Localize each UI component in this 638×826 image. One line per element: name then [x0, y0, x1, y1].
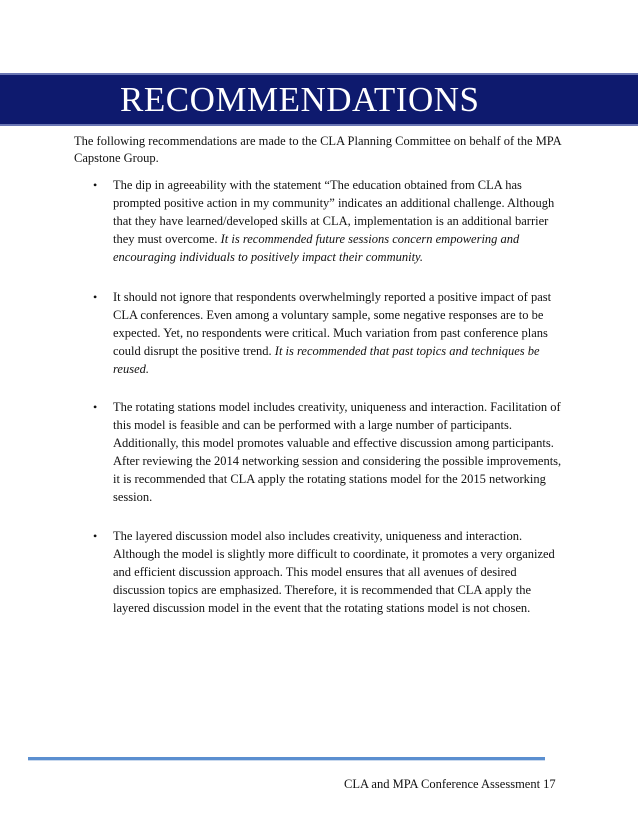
recommendation-emphasis: It is recommended future sessions concern empowering and encouraging individuals to positively impact their community.	[113, 232, 520, 264]
bullet-icon: •	[93, 178, 98, 192]
page-footer: CLA and MPA Conference Assessment 17	[344, 777, 556, 791]
recommendation-text: The rotating stations model includes creativity, uniqueness and interaction. Facilitation of this model is feasible and can be performed with a large number of participants. Additionally, this model promotes valuable and effective discussion among participants. After reviewing the 2014 networking session and considering the possible improvements, it is recommended that CLA apply the rotating stations model for the 2015 networking session.	[113, 400, 562, 504]
bullet-icon: •	[93, 529, 98, 543]
title-banner	[0, 73, 638, 126]
recommendation-text: The layered discussion model also includes creativity, uniqueness and interaction. Although the model is slightly more difficult to coordinate, it promotes a very organized and efficient discussion approach. This model ensures that all avenues of desired discussion topics are emphasized. Therefore, it is recommended that CLA apply the layered discussion model in the event that the rotating stations model is not chosen.	[113, 529, 555, 615]
bullet-icon: •	[93, 400, 98, 414]
recommendation-item	[93, 527, 568, 617]
intro-paragraph: The following recommendations are made to the CLA Planning Committee on behalf of the MPA Capstone Group.	[74, 134, 561, 165]
recommendation-text: It should not ignore that respondents overwhelmingly reported a positive impact of past CLA conferences. Even among a voluntary sample, some negative responses are to be expected. Yet, no respondents were critical. Much variation from past conference plans could disrupt the positive trend.	[113, 290, 552, 358]
footer-divider	[28, 757, 545, 761]
recommendation-emphasis: It is recommended that past topics and techniques be reused.	[113, 344, 540, 376]
recommendation-item	[93, 288, 568, 378]
bullet-icon: •	[93, 290, 98, 304]
recommendation-item	[93, 176, 568, 266]
page-title: RECOMMENDATIONS	[120, 80, 480, 119]
recommendation-text: The dip in agreeability with the statement “The education obtained from CLA has prompted positive action in my community” indicates an additional challenge. Although that they have learned/developed skills at CLA, implementation is an additional barrier they must overcome.	[113, 178, 555, 246]
recommendation-item	[93, 398, 568, 506]
